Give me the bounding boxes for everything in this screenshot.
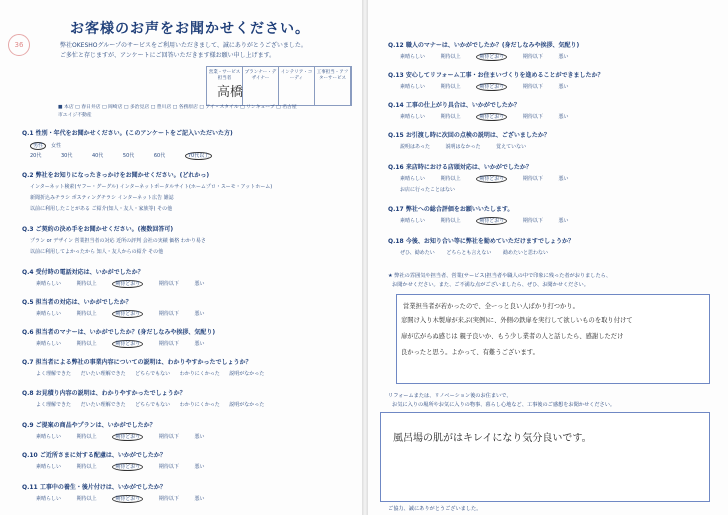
q1-age-40[interactable]: 40代 — [91, 153, 104, 159]
q13-scale[interactable] — [400, 83, 568, 90]
scale-option[interactable]: 期待以下 — [522, 54, 543, 60]
q3-options-2[interactable]: 以前に利用してよかったから 知人・友人からの紹介 その他 — [30, 249, 164, 255]
scale-option[interactable]: 素晴らしい — [400, 114, 426, 120]
scale-option[interactable]: 期待以上 — [76, 464, 97, 470]
scale-option[interactable]: 期待以下 — [158, 496, 179, 502]
scale-option[interactable]: 悪い — [558, 84, 569, 90]
q9-scale[interactable] — [36, 433, 204, 440]
scale-option[interactable]: 悪い — [194, 434, 205, 440]
scale-option[interactable]: 期待以下 — [158, 464, 179, 470]
scale-option[interactable]: 悪い — [194, 496, 205, 502]
scale-option[interactable]: 素晴らしい — [400, 218, 426, 224]
scale-option[interactable]: 期待どおり — [112, 340, 143, 348]
scale-option[interactable]: 悪い — [558, 218, 569, 224]
scale-option[interactable]: 期待以下 — [522, 84, 543, 90]
rep-header-construction: 工事担当・アフターサービス — [315, 67, 351, 105]
scale-option[interactable]: 期待以上 — [76, 281, 97, 287]
q13-label: Q.13 安心してリフォーム工事・お住まいづくりを進めることができましたか？ — [388, 72, 604, 79]
scale-option[interactable]: 期待以上 — [76, 496, 97, 502]
q3-options-1[interactable]: プラン or デザイン 営業担当者の対応 近所の評判 会社の実績 価格 わかり易さ — [30, 238, 206, 244]
scale-option[interactable]: 悪い — [558, 176, 569, 182]
comment2-header-line2: お気に入りの場所やお気に入りの物事、暮らし心地など、工事後のご感想をお聞かせください。 — [392, 402, 616, 408]
intro-line-1: 弊社OKESHOグループのサービスをご利用いただきまして、誠にありがとうございました。 — [60, 42, 307, 49]
scale-option[interactable]: 素晴らしい — [36, 464, 62, 470]
rep-name-handwritten: 高橋 — [217, 85, 244, 100]
representative-box — [206, 66, 352, 106]
scale-option[interactable]: 期待どおり — [476, 113, 507, 121]
scale-option[interactable]: 期待以上 — [440, 54, 461, 60]
scale-option[interactable]: 素晴らしい — [36, 341, 62, 347]
scale-option[interactable]: 期待以上 — [76, 434, 97, 440]
scale-option[interactable]: 期待以上 — [440, 84, 461, 90]
q2-label: Q.2 弊社をお知りになったきっかけをお聞かせください。(どれかっ) — [22, 172, 210, 179]
q14-scale[interactable] — [400, 113, 568, 120]
shop-checklist: ■ 本店 □ 春日井店 □ 岡崎店 □ 多治見店 □ 豊川店 □ 各務原店 □ アイ・スタイル □ リンキューブ □ 名古屋市エイジ不動産 — [58, 105, 297, 118]
q11-label: Q.11 工事中の養生・後片付けは、いかがでしたか？ — [22, 484, 166, 491]
q17-scale[interactable] — [400, 217, 568, 224]
q6-label: Q.6 担当者のマナーは、いかがでしたか？(身だしなみや挨拶、気配り) — [22, 329, 216, 336]
q4-label: Q.4 受付時の電話対応は、いかがでしたか？ — [22, 269, 144, 276]
q7-options[interactable]: よく理解できた だいたい理解できた どちらでもない わかりにくかった 説明がなかった — [36, 371, 265, 377]
q8-options[interactable]: よく理解できた だいたい理解できた どちらでもない わかりにくかった 説明がなかった — [36, 402, 265, 408]
scale-option[interactable]: 素晴らしい — [400, 84, 426, 90]
page-title: お客様のお声をお聞かせください。 — [70, 21, 310, 37]
comment1-line-1: 営業担当者が若かったので、全ーっと良い人ばかり打つかり。 — [403, 303, 579, 310]
scale-option[interactable]: 期待以下 — [522, 176, 543, 182]
q4-scale[interactable] — [36, 280, 204, 287]
scale-option[interactable]: 素晴らしい — [36, 311, 62, 317]
comment1-box[interactable] — [396, 294, 710, 384]
page-number-stamp: 36 — [8, 34, 30, 56]
q7-label: Q.7 担当者による弊社の事業内容についての説明は、わかりやすかったでしょうか？ — [22, 359, 252, 366]
q1-age-70[interactable]: 70代以上 — [185, 152, 212, 160]
scale-option[interactable]: 素晴らしい — [36, 281, 62, 287]
q1-age-60[interactable]: 60代 — [153, 153, 166, 159]
scale-option[interactable]: 期待以下 — [522, 114, 543, 120]
q9-label: Q.9 ご提案の商品やプランは、いかがでしたか？ — [22, 422, 156, 429]
scale-option[interactable]: 期待どおり — [476, 175, 507, 183]
comment1-line-2: 窓開け入り木製扉が来ぶ(実例)に、外側の鉄扉を実行して欲しいものを取り付けて — [401, 317, 633, 324]
scale-option[interactable]: 悪い — [194, 464, 205, 470]
rep-header-planner: プランナー・デザイナー — [243, 67, 279, 105]
comment2-text: 風呂場の肌がはキレイになり気分良いです。 — [393, 433, 592, 444]
scale-option[interactable]: 期待以下 — [158, 434, 179, 440]
scale-option[interactable]: 期待以上 — [440, 114, 461, 120]
q17-label: Q.17 弊社への総合評価をお願いいたします。 — [388, 206, 514, 213]
q6-scale[interactable] — [36, 340, 204, 347]
scale-option[interactable]: 期待以下 — [158, 341, 179, 347]
scale-option[interactable]: 期待どおり — [476, 83, 507, 91]
q2-options-1[interactable]: インターネット検索(ヤフー・グーグル) インターネットポータルサイト(ホームプロ・スーモ・アットホーム) — [30, 184, 273, 190]
comment1-line-3: 扉が広がらぬ感じは 親子良いか、もう少し業者の人と話したら、感謝しただけ — [401, 333, 624, 340]
q12-scale[interactable] — [400, 53, 568, 60]
q8-label: Q.8 お見積り内容の説明は、わかりやすかったでしょうか？ — [22, 390, 186, 397]
scale-option[interactable]: 期待どおり — [112, 280, 143, 288]
comment1-line-4: 良かったと思う。よかって、有難うございます。 — [401, 349, 539, 356]
scale-option[interactable]: 素晴らしい — [400, 176, 426, 182]
scale-option[interactable]: 悪い — [194, 281, 205, 287]
scale-option[interactable]: 悪い — [194, 311, 205, 317]
scale-option[interactable]: 期待以上 — [76, 311, 97, 317]
q18-options[interactable]: ぜひ、勧めたい どちらとも言えない 勧めたいと思わない — [400, 250, 548, 256]
q5-scale[interactable] — [36, 310, 204, 317]
rep-header-sales: 営業・サービス担当者 — [207, 67, 243, 105]
scale-option[interactable]: 期待どおり — [476, 217, 507, 225]
q1-ages — [30, 152, 212, 159]
q2-options-2[interactable]: 新聞折込みチラシ ポスティングチラシ インターネット広告 雑誌 — [30, 195, 174, 201]
scale-option[interactable]: 期待どおり — [112, 495, 143, 503]
q3-label: Q.3 ご契約の決め手をお聞かせください。(複数回答可) — [22, 226, 174, 233]
scale-option[interactable]: 期待どおり — [112, 310, 143, 318]
q1-gender — [30, 142, 61, 149]
scale-option[interactable]: 期待どおり — [112, 433, 143, 441]
q1-label: Q.1 性別・年代をお聞かせください。(このアンケートをご記入いただいた方) — [22, 130, 233, 137]
scale-option[interactable]: 悪い — [558, 54, 569, 60]
scale-option[interactable]: 期待以下 — [158, 281, 179, 287]
q16-label: Q.16 来店時における店頭対応は、いかがでしたか？ — [388, 164, 532, 171]
q11-scale[interactable] — [36, 495, 204, 502]
rep-header-interior: インテリア・コーディ — [279, 67, 315, 105]
q16-scale[interactable] — [400, 175, 568, 182]
scale-option[interactable]: 悪い — [558, 114, 569, 120]
scale-option[interactable]: 素晴らしい — [400, 54, 426, 60]
q1-age-30[interactable]: 30代 — [60, 153, 73, 159]
q18-label: Q.18 今後、お知り合い等に弊社を勧めていただけますでしょうか？ — [388, 238, 574, 245]
comment1-header-line2: お聞かせください。また、ご不満な点がございましたら、ぜひ、お聞かせください。 — [392, 282, 589, 288]
scale-option[interactable]: 素晴らしい — [36, 496, 62, 502]
scale-option[interactable]: 素晴らしい — [36, 434, 62, 440]
scale-option[interactable]: 期待以下 — [158, 311, 179, 317]
q1-age-20[interactable]: 20代 — [30, 153, 42, 159]
q2-options-3[interactable]: 以前に利用したことがある ご紹介(知人・友人・家族等) その他 — [30, 206, 173, 212]
q15-label: Q.15 お引渡し時に次回の点検の説明は、ございましたか？ — [388, 132, 550, 139]
q5-label: Q.5 担当者の対応は、いかがでしたか？ — [22, 299, 132, 306]
scale-option[interactable]: 期待以上 — [440, 218, 461, 224]
scale-option[interactable]: 期待以上 — [440, 176, 461, 182]
q15-options[interactable]: 説明はあった 説明はなかった 覚えていない — [400, 144, 527, 150]
q1-gender-male[interactable]: 男性 — [30, 142, 46, 150]
page-gutter — [362, 0, 368, 515]
scale-option[interactable]: 期待どおり — [476, 53, 507, 61]
scale-option[interactable]: 期待どおり — [112, 463, 143, 471]
q10-label: Q.10 ご近所さまに対する配慮は、いかがでしたか？ — [22, 452, 166, 459]
q14-label: Q.14 工事の仕上がり具合は、いかがでしたか？ — [388, 102, 520, 109]
intro-line-2: ご多忙と存じますが、アンケートにご回答いただきます様お願い申し上げます。 — [60, 52, 276, 59]
comment2-header-line1: リフォームまたは、リノベーション後のお住まいで、 — [388, 393, 512, 399]
q16-no-visit[interactable]: お店に行ったことはない — [400, 187, 456, 193]
comment1-header-line1: ★ 弊社の雰囲気や担当者、営業(サービス)担当者や職人の中で印象に残った者がおりましたら、 — [388, 273, 612, 279]
scale-option[interactable]: 期待以上 — [76, 341, 97, 347]
q1-gender-female[interactable]: 女性 — [51, 143, 62, 149]
q1-age-50[interactable]: 50代 — [122, 153, 135, 159]
scale-option[interactable]: 悪い — [194, 341, 205, 347]
footer-thanks: ご協力、誠にありがとうございました。 — [388, 506, 482, 512]
scale-option[interactable]: 期待以下 — [522, 218, 543, 224]
comment2-box[interactable] — [380, 412, 710, 502]
q12-label: Q.12 職人のマナーは、いかがでしたか？(身だしなみや挨拶、気配り) — [388, 42, 580, 49]
q10-scale[interactable] — [36, 463, 204, 470]
